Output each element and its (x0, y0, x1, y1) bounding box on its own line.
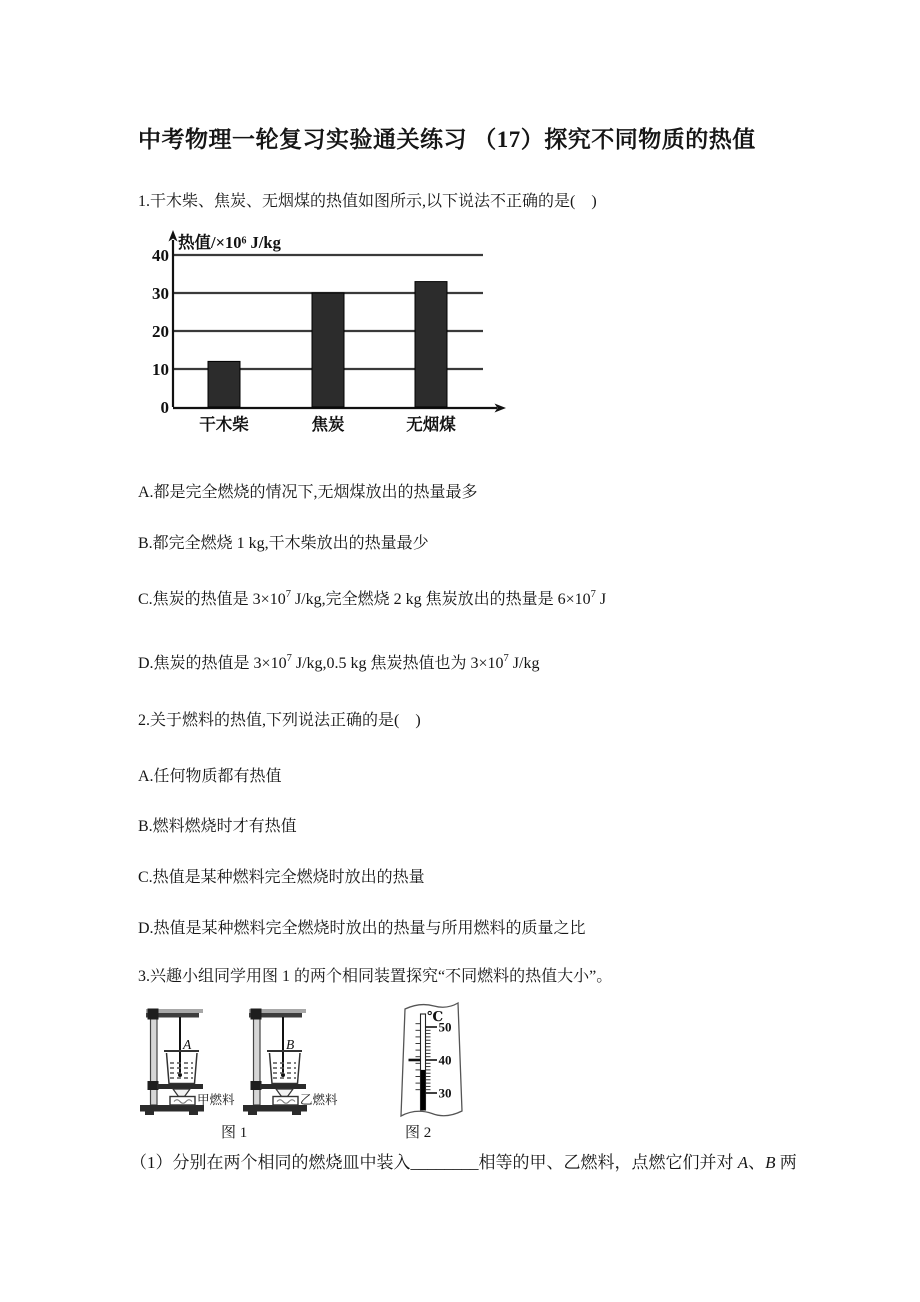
fuel-label: 甲燃料 (197, 1093, 235, 1107)
q1-stem: 1.干木柴、焦炭、无烟煤的热值如图所示,以下说法不正确的是( ) (138, 193, 597, 210)
q1-option-c: C.焦炭的热值是 $3\times 10^7$ J/kg,完全燃烧 2 kg 焦炭放出的热量是 $6\times 10^7$ J (138, 589, 607, 608)
figure-2-caption: 图 2 (405, 1125, 432, 1141)
figure-1-apparatus (133, 1002, 348, 1120)
category-label-0: 干木柴 (199, 415, 249, 434)
bar-0 (208, 361, 240, 407)
celsius-unit: ℃ (427, 1009, 444, 1024)
stand-pole (254, 1013, 261, 1105)
flame-funnel (276, 1089, 293, 1097)
y-tick-label-20: 20 (152, 322, 169, 341)
base-foot (248, 1112, 257, 1116)
platform (260, 1084, 306, 1089)
stand-base (140, 1105, 204, 1112)
top-clamp (148, 1009, 159, 1020)
mercury-column (421, 1070, 425, 1110)
fuel-label: 乙燃料 (300, 1093, 338, 1107)
scale-label-40: 40 (438, 1052, 452, 1068)
bar-1 (312, 293, 344, 407)
beaker-label: B (286, 1037, 295, 1052)
base-foot (189, 1112, 198, 1116)
platform-clamp (148, 1081, 159, 1090)
flame-funnel (173, 1089, 190, 1097)
y-tick-label-40: 40 (152, 246, 169, 265)
q2-stem: 2.关于燃料的热值,下列说法正确的是( ) (138, 712, 421, 729)
y-axis-title: 热值/×10⁶ J/kg (178, 233, 281, 252)
base-foot (292, 1112, 301, 1116)
q1-option-d: D.焦炭的热值是 $3\times 10^7$ J/kg,0.5 kg 焦炭热值也为 $3\times 10^7$ J/kg (138, 653, 540, 672)
scale-label-30: 30 (438, 1085, 452, 1101)
q1-option-b: B.都完全燃烧 1 kg,干木柴放出的热量最少 (138, 535, 429, 552)
q3-stem: 3.兴趣小组同学用图 1 的两个相同装置探究“不同燃料的热值大小”。 (138, 968, 613, 985)
y-axis-arrow (169, 230, 178, 242)
platform (157, 1084, 203, 1089)
apparatus-right (243, 1009, 338, 1116)
page-title: 中考物理一轮复习实验通关练习 （17）探究不同物质的热值 (138, 127, 756, 152)
q1-option-a: A.都是完全燃烧的情况下,无烟煤放出的热量最多 (138, 484, 478, 501)
stand-pole (151, 1013, 158, 1105)
figure-2-thermometer (392, 1000, 476, 1124)
apparatus-left (140, 1009, 235, 1116)
heat-value-bar-chart (150, 228, 510, 440)
platform-clamp (251, 1081, 262, 1090)
q2-option-a: A.任何物质都有热值 (138, 768, 282, 785)
q2-option-b: B.燃料燃烧时才有热值 (138, 818, 297, 835)
base-foot (145, 1112, 154, 1116)
figure-1-caption: 图 1 (221, 1125, 248, 1141)
q2-option-c: C.热值是某种燃料完全燃烧时放出的热量 (138, 869, 425, 886)
bar-2 (415, 282, 447, 407)
top-clamp (251, 1009, 262, 1020)
category-label-1: 焦炭 (311, 415, 345, 434)
y-tick-label-0: 0 (160, 398, 169, 417)
q3-part-1: （1）分别在两个相同的燃烧皿中装入________相等的甲、乙燃料，点燃它们并对 A、B 两 (130, 1153, 797, 1172)
beaker-label: A (183, 1037, 192, 1052)
y-tick-label-10: 10 (152, 360, 169, 379)
y-tick-label-30: 30 (152, 284, 169, 303)
stand-base (243, 1105, 307, 1112)
category-label-2: 无烟煤 (406, 415, 456, 434)
scale-label-50: 50 (438, 1019, 452, 1035)
q2-option-d: D.热值是某种燃料完全燃烧时放出的热量与所用燃料的质量之比 (138, 920, 586, 937)
